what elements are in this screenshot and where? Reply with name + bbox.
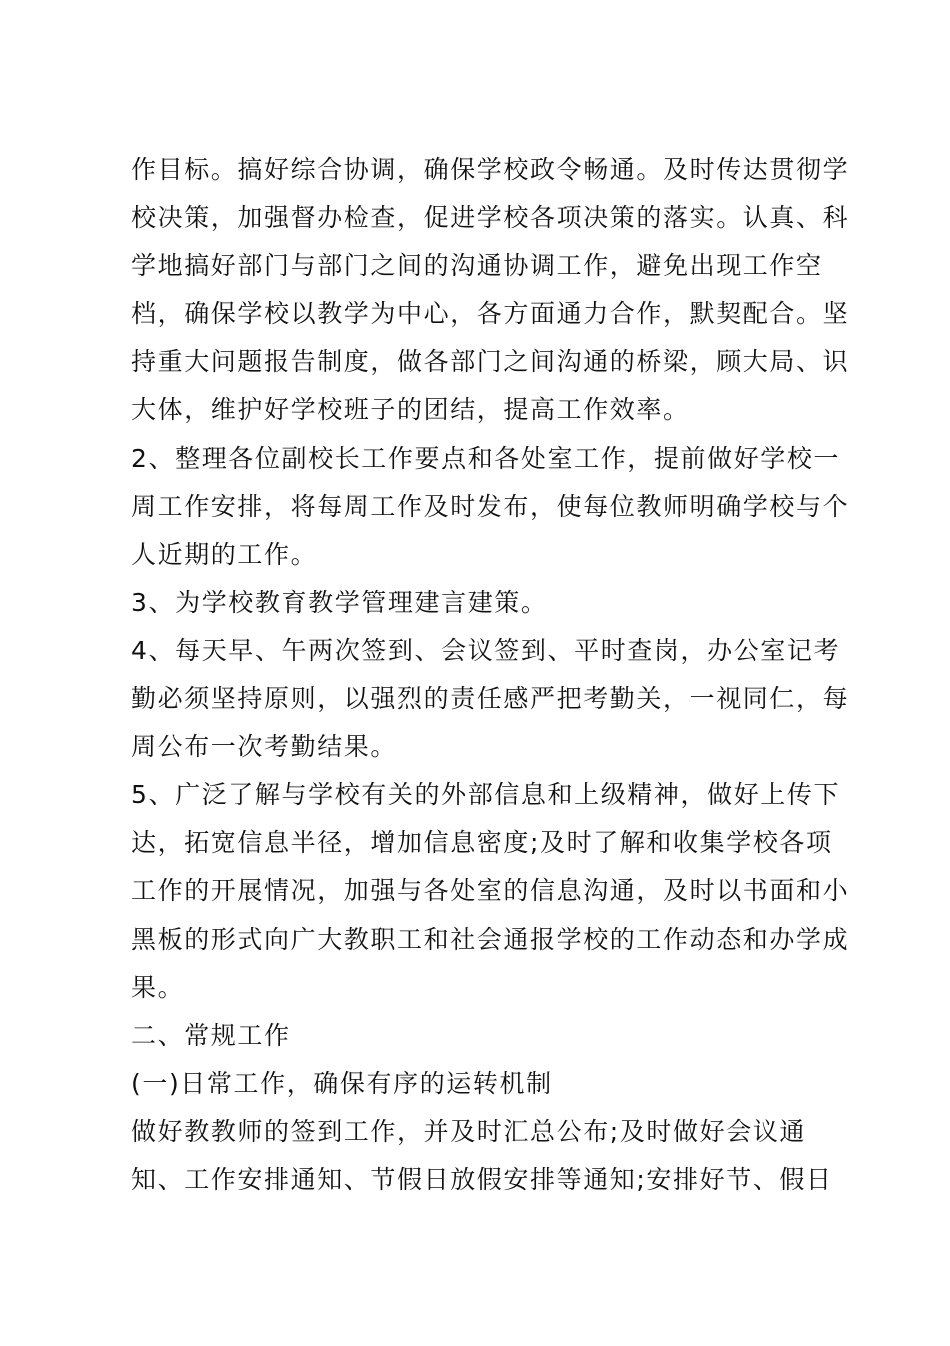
list-item-5: 5、广泛了解与学校有关的外部信息和上级精神，做好上传下 <box>131 780 841 810</box>
text-line: 周工作安排，将每周工作及时发布，使每位教师明确学校与个 <box>131 491 850 521</box>
text-line: 大体，维护好学校班子的团结，提高工作效率。 <box>131 395 690 425</box>
document-body <box>131 146 850 1204</box>
list-item-3: 3、为学校教育教学管理建言建策。 <box>131 587 548 617</box>
text-line: 工作的开展情况，加强与各处室的信息沟通，及时以书面和小 <box>131 876 850 906</box>
text-line: 达，拓宽信息半径，增加信息密度;及时了解和收集学校各项 <box>131 828 833 858</box>
text-line: 人近期的工作。 <box>131 539 318 569</box>
list-item-2: 2、整理各位副校长工作要点和各处室工作，提前做好学校一 <box>131 443 841 473</box>
section-heading: 二、常规工作 <box>131 1020 291 1050</box>
list-item-4: 4、每天早、午两次签到、会议签到、平时查岗，办公室记考 <box>131 635 841 665</box>
text-line: 周公布一次考勤结果。 <box>131 732 398 762</box>
text-line: 作目标。搞好综合协调，确保学校政令畅通。及时传达贯彻学 <box>131 155 850 184</box>
text-line: 做好教教师的签到工作，并及时汇总公布;及时做好会议通 <box>131 1116 807 1146</box>
text-line: 学地搞好部门与部门之间的沟通协调工作，避免出现工作空 <box>131 251 823 281</box>
text-line: 勤必须坚持原则，以强烈的责任感严把考勤关，一视同仁，每 <box>131 684 850 714</box>
text-line: 档，确保学校以教学为中心，各方面通力合作，默契配合。坚 <box>131 299 850 329</box>
text-line: 知、工作安排通知、节假日放假安排等通知;安排好节、假日 <box>131 1164 833 1194</box>
text-line: 持重大问题报告制度，做各部门之间沟通的桥梁，顾大局、识 <box>131 347 850 377</box>
text-line: 黑板的形式向广大教职工和社会通报学校的工作动态和办学成 <box>131 924 850 954</box>
text-line: 校决策，加强督办检查，促进学校各项决策的落实。认真、科 <box>131 203 850 233</box>
subsection-heading: (一)日常工作，确保有序的运转机制 <box>131 1068 553 1098</box>
text-line: 果。 <box>131 972 185 1002</box>
